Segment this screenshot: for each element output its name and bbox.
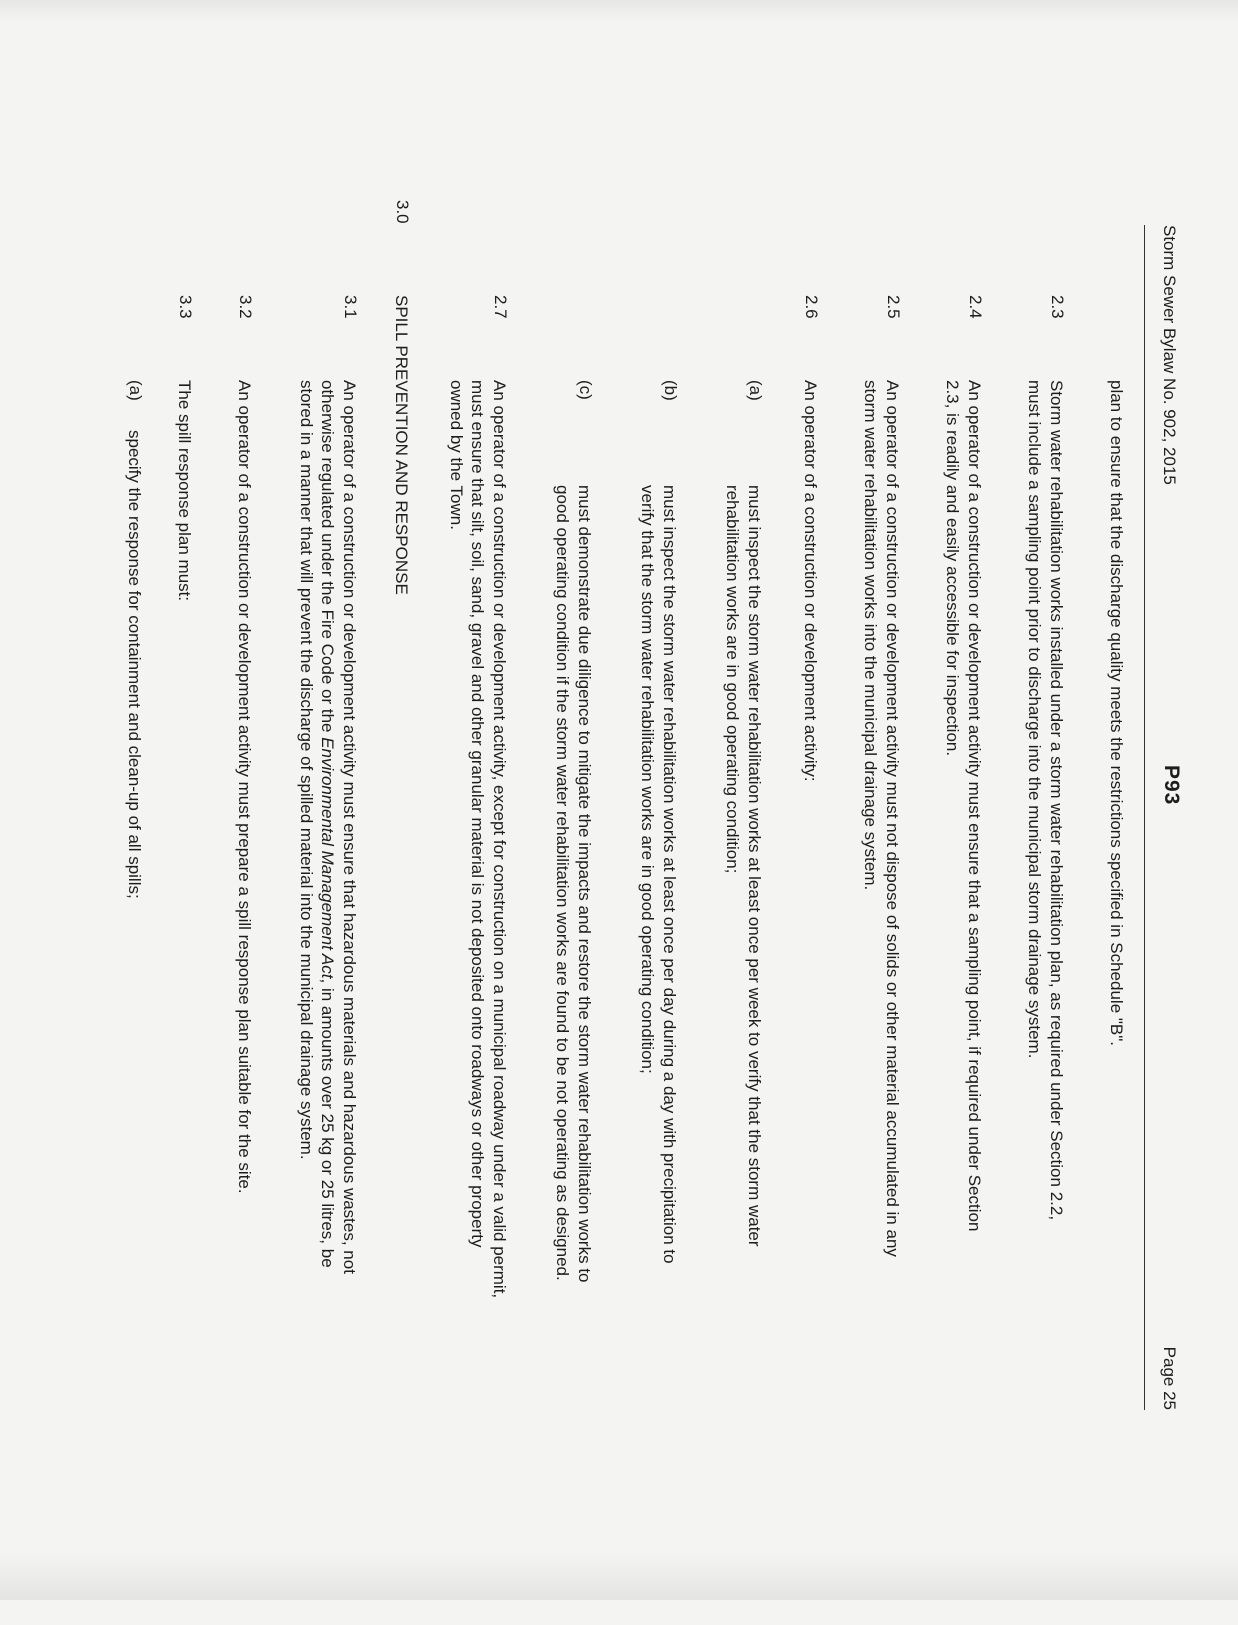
item-text: must demonstrate due diligence to mitigate the impacts and restore the storm water rehabilitation works to good operating condition if the storm water rehabilitation works are found to be not operating as designed. [553,485,594,1283]
section-text: An operator of a construction or development activity must ensure that a sampling point, if required under Section 2.3, is readily and easily accessible for inspection. [943,380,984,1232]
section-text-part: , in amounts over 25 kg or 25 litres, be stored in a manner that will prevent the discharge of spilled material into the municipal drainage system. [297,380,338,1268]
section-heading: SPILL PREVENTION AND RESPONSE [392,295,411,595]
section-number: 3.0 [393,200,412,224]
intro-continuation: plan to ensure that the discharge quality meets the restrictions specified in Schedule "B". [1107,380,1126,1046]
document-page [125,200,1185,1625]
section-number: 3.3 [176,295,195,319]
act-name: Environmental Management Act [318,737,338,979]
section-number: 2.6 [802,295,821,319]
item-label: (a) [126,380,145,401]
page-number: Page 25 [1160,1346,1179,1410]
item-text: must inspect the storm water rehabilitation works at least once per day during a day with precipitation to verify that the storm water rehabilitation works are in good operating condition; [638,485,679,1264]
item-label: (b) [661,380,680,401]
section-text: An operator of a construction or development activity must prepare a spill response plan suitable for the site. [235,380,254,1194]
item-text: must inspect the storm water rehabilitation works at least once per week to verify that the storm water rehabilitation works are in good operating condition; [723,485,764,1247]
section-number: 2.4 [966,295,985,319]
section-text [296,380,361,1310]
section-number: 2.7 [491,295,510,319]
page-stamp: P93 [1160,765,1183,806]
bylaw-title: Storm Sewer Bylaw No. 902, 2015 [1160,225,1179,485]
section-number: 3.1 [341,295,360,319]
item-label: (c) [576,380,595,400]
scan-edge-top [0,0,1238,22]
section-number: 2.5 [884,295,903,319]
section-text-part: An operator of a construction or development activity must ensure that hazardous materials and hazardous wastes, not otherwise regulated under the Fire Code or the [318,380,359,1274]
page-header [1144,225,1185,1410]
section-text: An operator of a construction or development activity: [801,380,820,782]
section-text: An operator of a construction or development activity must not dispose of solids or other material accumulated in any storm water rehabilitation works into the municipal drainage system. [861,380,902,1257]
section-text: The spill response plan must: [175,380,194,602]
item-label: (a) [746,380,765,401]
section-number: 2.3 [1048,295,1067,319]
item-text: specify the response for containment and clean-up of all spills; [125,430,144,899]
section-text: An operator of a construction or development activity, except for construction on a municipal roadway under a valid permit, must ensure that silt, soil, sand, gravel and other granular material is not deposited onto roadways or other property owned by the Town. [447,380,509,1299]
section-number: 3.2 [236,295,255,319]
section-text: Storm water rehabilitation works installed under a storm water rehabilitation plan, as required under Section 2.2, must include a sampling point prior to discharge into the municipal storm drainage system. [1025,380,1066,1221]
